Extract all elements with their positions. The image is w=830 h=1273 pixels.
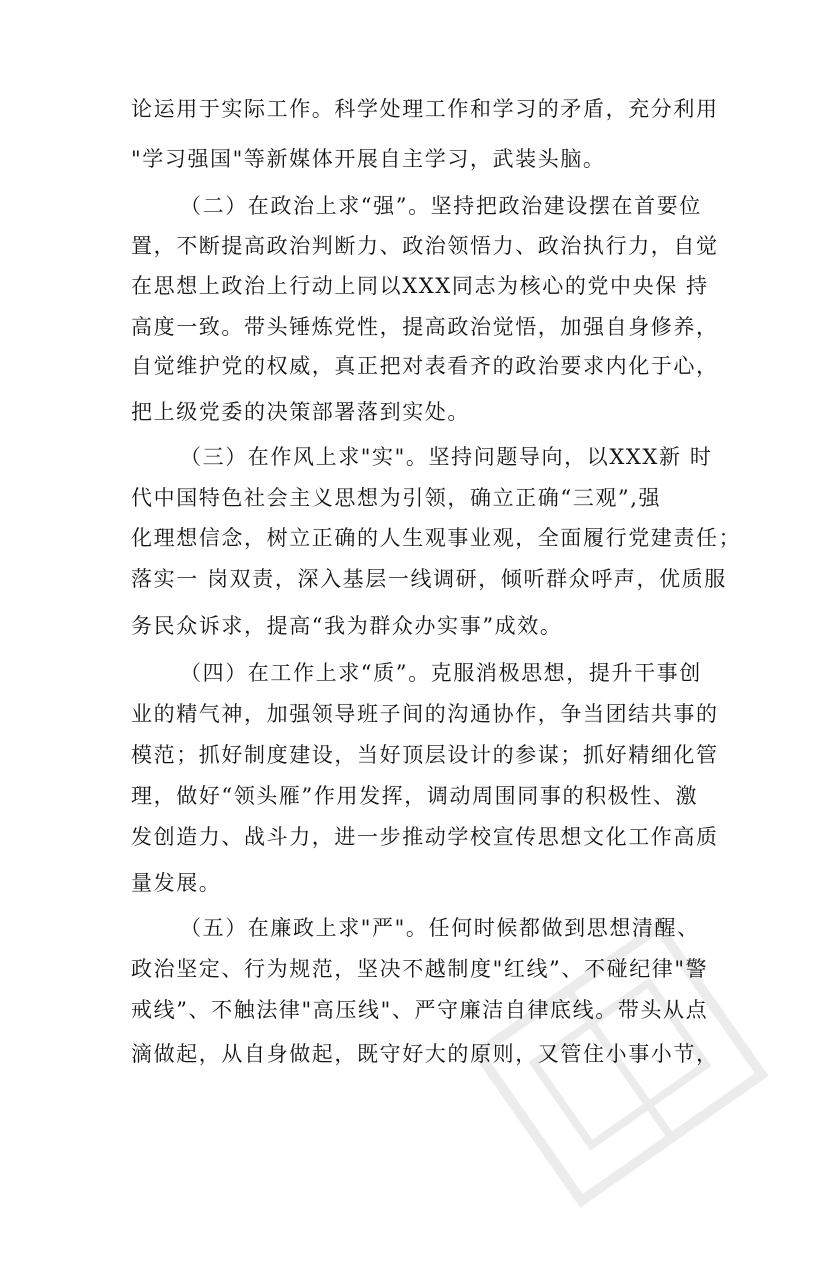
text-line: 在思想上政治上行动上同以XXX同志为核心的党中央保 持 <box>131 274 709 298</box>
text-line: 模范；抓好制度建设，当好顶层设计的参谋；抓好精细化管 <box>131 743 719 767</box>
text-line: （二）在政治上求“强”。坚持把政治建设摆在首要位 <box>180 194 702 218</box>
text-line: 落实一 岗双责，深入基层一线调研，倾听群众呼声，优质服 <box>131 567 727 591</box>
text-line: 政治坚定、行为规范，坚决不越制度"红线”、不碰纪律"警 <box>131 957 709 981</box>
text-line: 戒线”、不触法律"高压线"、严守廉洁自律底线。带头从点 <box>131 998 709 1022</box>
text-line: 业的精气神，加强领导班子间的沟通协作，争当团结共事的 <box>131 702 719 726</box>
text-line: "学习强国"等新媒体开展自主学习，武装头脑。 <box>131 147 606 171</box>
text-line: 量发展。 <box>131 871 222 895</box>
text-line: 滴做起，从自身做起，既守好大的原则，又管住小事小节， <box>131 1042 719 1066</box>
text-line: 代中国特色社会主义思想为引领，确立正确“三观”,强 <box>131 486 662 510</box>
text-line: 务民众诉求，提高“我为群众办实事”成效。 <box>131 614 563 638</box>
text-line: 化理想信念，树立正确的人生观事业观，全面履行党建责任； <box>131 526 742 550</box>
text-line: 自觉维护党的权威，真正把对表看齐的政治要求内化于心， <box>131 354 719 378</box>
text-line: 把上级党委的决策部署落到实处。 <box>131 400 470 424</box>
text-line: 理，做好“领头雁”作用发挥，调动周围同事的积极性、激 <box>131 784 699 808</box>
text-line: （五）在廉政上求"严"。任何时候都做到思想清醒、 <box>180 916 700 940</box>
text-line: （三）在作风上求"实"。坚持问题导向，以XXX新 时 <box>180 445 713 469</box>
text-line: 发创造力、战斗力，进一步推动学校宣传思想文化工作高质 <box>131 825 719 849</box>
text-line: 高度一致。带头锤炼党性，提高政治觉悟，加强自身修养， <box>131 315 719 339</box>
text-line: （四）在工作上求“质”。克服消极思想，提升干事创 <box>180 661 702 685</box>
text-line: 论运用于实际工作。科学处理工作和学习的矛盾，充分利用 <box>131 97 719 121</box>
text-line: 置，不断提高政治判断力、政治领悟力、政治执行力，自觉 <box>131 234 719 258</box>
